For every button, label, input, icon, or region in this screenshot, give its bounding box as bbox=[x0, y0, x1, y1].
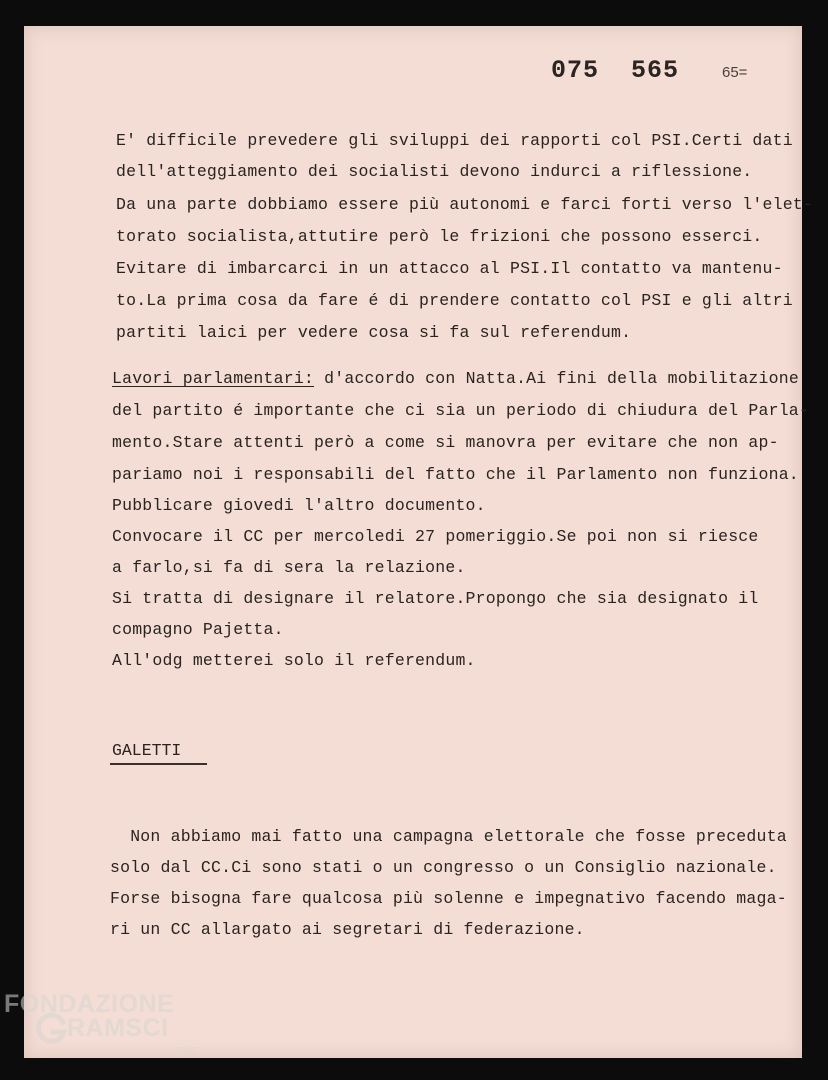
text-line: solo dal CC.Ci sono stati o un congresso o un Consiglio nazionale. bbox=[110, 858, 777, 877]
text-line: ri un CC allargato ai segretari di federazione. bbox=[110, 920, 585, 939]
text-line: partiti laici per vedere cosa si fa sul referendum. bbox=[116, 323, 632, 342]
speaker-heading: GALETTI bbox=[112, 741, 182, 760]
watermark-line-3: onlus bbox=[176, 1044, 198, 1054]
text-line: Da una parte dobbiamo essere più autonomi e farci forti verso l'elet- bbox=[116, 195, 814, 214]
document-page bbox=[24, 26, 814, 1058]
text-line: Non abbiamo mai fatto una campagna elettorale che fosse preceduta bbox=[110, 827, 787, 846]
text-line: pariamo noi i responsabili del fatto che il Parlamento non funziona. bbox=[112, 465, 799, 484]
section-lead-label: Lavori parlamentari: bbox=[112, 369, 315, 388]
text-line: mento.Stare attenti però a come si manovra per evitare che non ap- bbox=[112, 433, 779, 452]
text-line: compagno Pajetta. bbox=[112, 620, 284, 639]
page-number: 65= bbox=[722, 64, 748, 81]
text-line: dell'atteggiamento dei socialisti devono indurci a riflessione. bbox=[116, 162, 753, 181]
text-line: torato socialista,attutire però le frizioni che possono esserci. bbox=[116, 227, 763, 246]
document-number: 075 565 bbox=[551, 56, 680, 85]
text-line: del partito é importante che ci sia un periodo di chiudura del Parla- bbox=[112, 401, 810, 420]
watermark-line-1: FONDAZIONE bbox=[4, 990, 175, 1018]
text-line: E' difficile prevedere gli sviluppi dei rapporti col PSI.Certi dati bbox=[116, 131, 793, 150]
text-line: All'odg metterei solo il referendum. bbox=[112, 651, 476, 670]
text-line: Forse bisogna fare qualcosa più solenne e impegnativo facendo maga- bbox=[110, 889, 787, 908]
text-line: d'accordo con Natta.Ai fini della mobilitazione bbox=[314, 369, 799, 388]
text-line: Evitare di imbarcarci in un attacco al PSI.Il contatto va mantenu- bbox=[116, 259, 783, 278]
text-line: Si tratta di designare il relatore.Propongo che sia designato il bbox=[112, 589, 759, 608]
text-line: to.La prima cosa da fare é di prendere contatto col PSI e gli altri bbox=[116, 291, 793, 310]
fondazione-gramsci-watermark bbox=[2, 990, 212, 1070]
text-line-with-lead bbox=[112, 369, 799, 389]
watermark-line-2: RAMSCI bbox=[67, 1014, 169, 1042]
heading-underline bbox=[110, 763, 207, 765]
text-line: a farlo,si fa di sera la relazione. bbox=[112, 558, 466, 577]
gramsci-g-logo-icon bbox=[34, 1012, 68, 1046]
text-line: Convocare il CC per mercoledi 27 pomeriggio.Se poi non si riesce bbox=[112, 527, 759, 546]
text-line: Pubblicare giovedi l'altro documento. bbox=[112, 496, 486, 515]
